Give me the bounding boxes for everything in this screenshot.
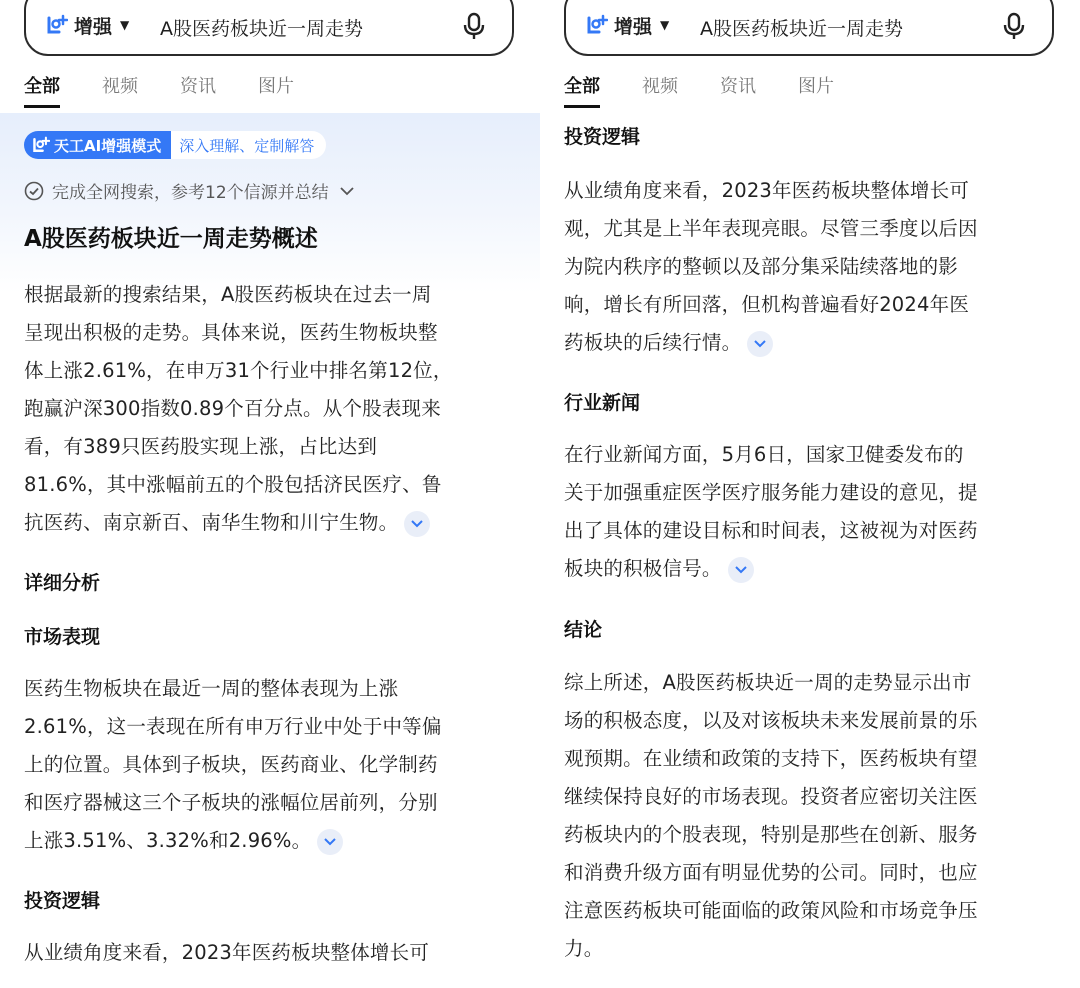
expand-button[interactable]: [404, 511, 430, 537]
ai-mode-badge: [24, 131, 326, 159]
search-bar[interactable]: [564, 0, 1054, 56]
conclusion-paragraph: [564, 664, 978, 968]
expand-button[interactable]: [747, 331, 773, 357]
text-line: 出了具体的建设目标和时间表，这被视为对医药: [564, 519, 978, 542]
result-tabs: [564, 72, 834, 108]
text-line: 根据最新的搜索结果，A股医药板块在过去一周: [24, 283, 432, 306]
text-line: 为院内秩序的整顿以及部分集采陆续落地的影: [564, 255, 959, 278]
caret-down-icon: ▼: [120, 18, 130, 32]
news-paragraph: [564, 436, 978, 588]
text-line: 响，增长有所回落，但机构普遍看好2024年医: [564, 293, 970, 316]
heading-investment-logic: 投资逻辑: [564, 126, 641, 148]
tab-news[interactable]: 资讯: [180, 76, 216, 97]
text-line-last: [564, 550, 978, 588]
text-line: 注意医药板块可能面临的政策风险和市场竞争压: [564, 899, 978, 922]
text-line: 和消费升级方面有明显优势的公司。同时，也应: [564, 861, 978, 884]
search-bar[interactable]: [24, 0, 514, 56]
investment-paragraph: [564, 172, 978, 362]
heading-conclusion: 结论: [564, 619, 603, 641]
text-line: 和医疗器械这三个子板块的涨幅位居前列，分别: [24, 791, 438, 814]
chevron-down-icon: [339, 186, 355, 196]
enhance-icon: [46, 14, 68, 36]
text-line: 药板块内的个股表现，特别是那些在创新、服务: [564, 823, 978, 846]
text-line: 观预期。在业绩和政策的支持下，医药板块有望: [564, 747, 978, 770]
text-line-content: 板块的积极信号。: [564, 557, 722, 580]
text-line-content: 上涨3.51%、3.32%和2.96%。: [24, 829, 312, 852]
check-circle-icon: [24, 181, 44, 201]
text-line: 体上涨2.61%，在申万31个行业中排名第12位，: [24, 359, 453, 382]
text-line: 2.61%，这一表现在所有申万行业中处于中等偏: [24, 715, 442, 738]
chevron-down-icon: [753, 339, 767, 348]
heading-market-performance: 市场表现: [24, 626, 101, 648]
text-line: 81.6%，其中涨幅前五的个股包括济民医疗、鲁: [24, 473, 442, 496]
text-line: 从业绩角度来看，2023年医药板块整体增长可: [24, 941, 430, 964]
text-line: 继续保持良好的市场表现。投资者应密切关注医: [564, 785, 978, 808]
text-line-content: 药板块的后续行情。: [564, 331, 742, 354]
text-line: 医药生物板块在最近一周的整体表现为上涨: [24, 677, 399, 700]
text-line-last: [24, 822, 442, 860]
text-line: 场的积极态度，以及对该板块未来发展前景的乐: [564, 709, 978, 732]
text-line-last: [564, 324, 978, 362]
investment-paragraph: [24, 934, 429, 972]
chevron-down-icon: [323, 837, 337, 846]
text-line: 从业绩角度来看，2023年医药板块整体增长可: [564, 179, 970, 202]
tab-video[interactable]: 视频: [642, 76, 678, 97]
text-line: 力。: [564, 937, 604, 960]
text-line: 上的位置。具体到子板块，医药商业、化学制药: [24, 753, 438, 776]
search-status-text: 完成全网搜索，参考12个信源并总结: [52, 183, 329, 203]
ai-mode-label-container: [24, 131, 171, 159]
ai-mode-subtitle: 深入理解、定制解答: [171, 131, 326, 159]
tab-video[interactable]: 视频: [102, 76, 138, 97]
tab-news[interactable]: 资讯: [720, 76, 756, 97]
answer-title: A股医药板块近一周走势概述: [24, 226, 318, 252]
expand-button[interactable]: [728, 557, 754, 583]
heading-industry-news: 行业新闻: [564, 392, 641, 414]
text-line: 在行业新闻方面，5月6日，国家卫健委发布的: [564, 443, 964, 466]
expand-button[interactable]: [317, 829, 343, 855]
text-line: 呈现出积极的走势。具体来说，医药生物板块整: [24, 321, 438, 344]
search-query[interactable]: A股医药板块近一周走势: [160, 18, 363, 40]
market-paragraph: [24, 670, 442, 860]
mic-icon[interactable]: [462, 12, 486, 40]
mode-selector[interactable]: [46, 10, 129, 40]
caret-down-icon: ▼: [660, 18, 670, 32]
right-screen: [540, 0, 1080, 988]
text-line-content: 抗医药、南京新百、南华生物和川宁生物。: [24, 511, 399, 534]
tab-all[interactable]: 全部: [564, 72, 600, 108]
summary-paragraph: [24, 276, 453, 542]
ai-mode-label: 天工AI增强模式: [54, 136, 162, 155]
text-line: 综上所述，A股医药板块近一周的走势显示出市: [564, 671, 972, 694]
text-line: 关于加强重症医学医疗服务能力建设的意见，提: [564, 481, 978, 504]
mode-label: 增强: [614, 15, 653, 38]
mode-label: 增强: [74, 15, 113, 38]
search-status[interactable]: [24, 178, 363, 203]
mic-icon[interactable]: [1002, 12, 1026, 40]
text-line: 观，尤其是上半年表现亮眼。尽管三季度以后因: [564, 217, 978, 240]
chevron-down-icon: [410, 519, 424, 528]
tab-images[interactable]: 图片: [258, 76, 294, 97]
text-line: 看，有389只医药股实现上涨，占比达到: [24, 435, 378, 458]
search-query[interactable]: A股医药板块近一周走势: [700, 18, 903, 40]
mode-selector[interactable]: [586, 10, 669, 40]
text-line-last: [24, 504, 453, 542]
tab-images[interactable]: 图片: [798, 76, 834, 97]
chevron-down-icon: [734, 565, 748, 574]
enhance-icon: [586, 14, 608, 36]
heading-detail-analysis: 详细分析: [24, 572, 101, 594]
tab-all[interactable]: 全部: [24, 72, 60, 108]
heading-investment-logic: 投资逻辑: [24, 890, 101, 912]
enhance-icon: [32, 136, 50, 154]
text-line: 跑赢沪深300指数0.89个百分点。从个股表现来: [24, 397, 441, 420]
result-tabs: [24, 72, 294, 108]
